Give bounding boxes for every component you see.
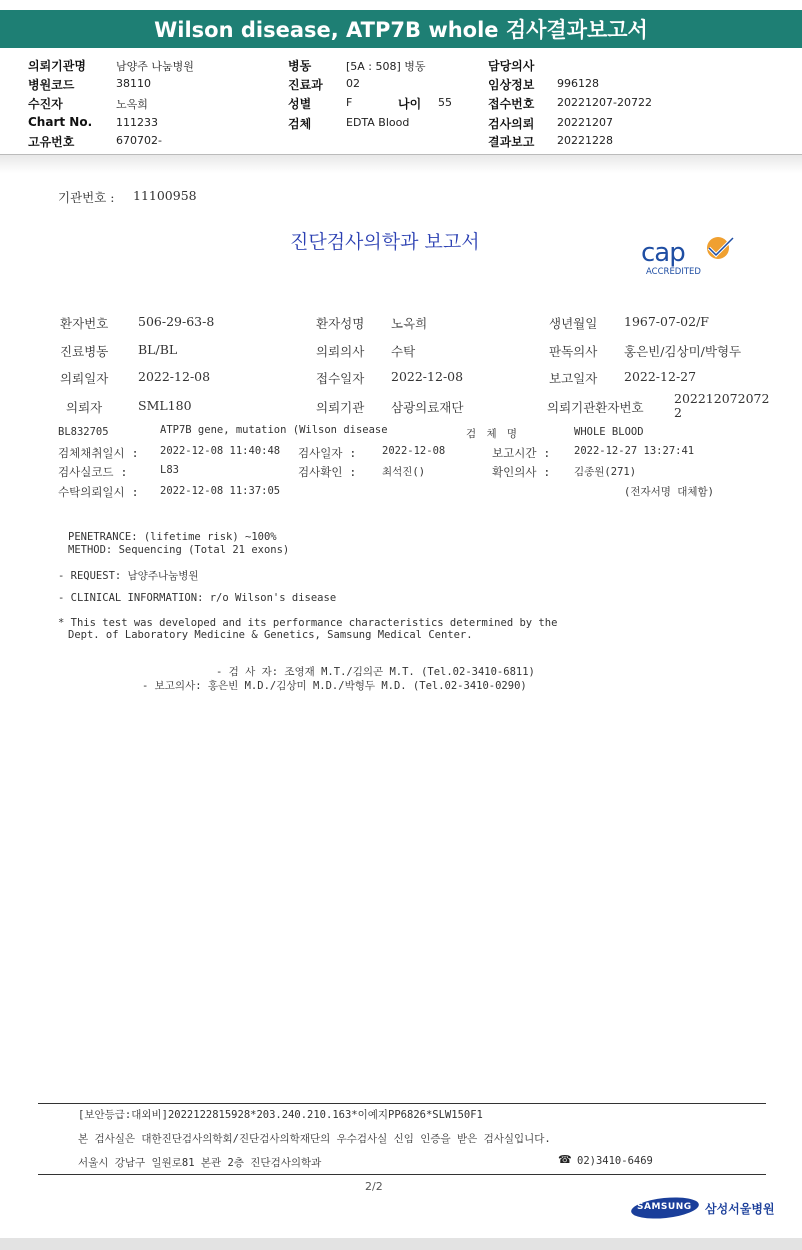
e-signature-note: (전자서명 대체함) [624, 486, 714, 498]
meta-value: 2022-12-08 [382, 445, 446, 457]
grid-value: 홍은빈/김상미/박형두 [624, 344, 742, 359]
lab-report-title: 진단검사의학과 보고서 [290, 231, 480, 253]
grid-label: 판독의사 [549, 344, 598, 359]
specimen-label: 검 체 명 [466, 428, 518, 440]
meta-value: 2022-12-08 11:37:05 [160, 485, 281, 497]
meta-value: L83 [160, 464, 179, 476]
certification-line: 본 검사실은 대한진단검사의학회/진단검사의학재단의 우수검사실 신임 인증을 받은 검사실입니다. [78, 1133, 551, 1145]
grid-value: 202212072072 [674, 391, 770, 406]
grid-value: 1967-07-02/F [624, 314, 709, 329]
grid-value: 2022-12-08 [138, 369, 211, 384]
header-shadow [0, 155, 802, 173]
grid-label: 의뢰일자 [60, 371, 109, 386]
footer-divider-top [38, 1103, 766, 1104]
report-title-bar [0, 10, 802, 48]
field-value: 남양주 나눔병원 [116, 60, 194, 73]
field-label: 검체 [288, 117, 312, 131]
body-line: Dept. of Laboratory Medicine & Genetics, Samsung Medical Center. [68, 629, 473, 641]
test-name: ATP7B gene, mutation (Wilson disease [160, 424, 388, 436]
meta-value: 최석진() [382, 466, 426, 478]
grid-label: 접수일자 [316, 371, 365, 386]
grid-label: 보고일자 [549, 371, 598, 386]
field-value: 02 [346, 77, 360, 90]
address-line: 서울시 강남구 일원로81 본관 2층 진단검사의학과 [78, 1157, 322, 1169]
meta-value: 2022-12-08 11:40:48 [160, 445, 281, 457]
field-label: 접수번호 [488, 97, 535, 111]
field-value: 996128 [557, 77, 599, 90]
grid-value-wrap: 2 [674, 405, 682, 420]
grid-label: 의뢰기관 [316, 400, 365, 415]
grid-label: 의뢰기관환자번호 [547, 400, 644, 415]
hospital-name: 삼성서울병원 [705, 1202, 775, 1216]
body-line: * This test was developed and its performance characteristics determined by the [58, 617, 558, 629]
field-value: 20221207-20722 [557, 96, 652, 109]
meta-label: 보고시간 : [492, 446, 551, 460]
field-value: EDTA Blood [346, 116, 410, 129]
field-label: 수진자 [28, 97, 63, 111]
meta-label: 검체채취일시 : [58, 446, 139, 460]
grid-label: 생년월일 [549, 316, 598, 331]
meta-value: 김종원(271) [574, 466, 637, 478]
phone-icon: ☎ [558, 1153, 572, 1166]
field-label: 나이 [398, 97, 422, 111]
field-label: 담당의사 [488, 59, 535, 73]
body-line: - 보고의사: 홍은빈 M.D./김상미 M.D./박형두 M.D. (Tel.02-3410-0290) [142, 680, 527, 692]
specimen-value: WHOLE BLOOD [574, 426, 644, 438]
institution-number: 11100958 [133, 188, 197, 203]
field-label: 병동 [288, 59, 312, 73]
grid-value: BL/BL [138, 342, 178, 357]
field-label: 진료과 [288, 78, 323, 92]
field-label: 병원코드 [28, 78, 75, 92]
cap-logo-subtext: ACCREDITED [646, 267, 701, 277]
grid-value: 삼광의료재단 [391, 400, 464, 415]
meta-label: 검사확인 : [298, 465, 357, 479]
grid-value: SML180 [138, 398, 192, 413]
field-value: 노옥희 [116, 98, 148, 111]
body-line: - CLINICAL INFORMATION: r/o Wilson's disease [58, 592, 337, 604]
page-number: 2/2 [365, 1180, 383, 1193]
samsung-brand: SAMSUNG [637, 1202, 692, 1212]
report-title: Wilson disease, ATP7B whole 검사결과보고서 [154, 18, 648, 42]
body-line: - REQUEST: 남양주나눔병원 [58, 570, 199, 582]
grid-label: 의뢰의사 [316, 344, 365, 359]
grid-value: 노옥희 [391, 316, 428, 331]
field-value: 20221207 [557, 116, 613, 129]
field-value: 38110 [116, 77, 151, 90]
meta-label: 검사실코드 : [58, 465, 128, 479]
institution-number-label: 기관번호 : [58, 190, 115, 205]
samsung-hospital-logo [630, 1196, 775, 1222]
body-line: PENETRANCE: (lifetime risk) ~100% [68, 531, 277, 543]
security-line: [보안등급:대외비]2022122815928*203.240.210.163*이예지PP6826*SLW150F1 [78, 1109, 483, 1121]
field-label: 임상정보 [488, 78, 535, 92]
field-label: 의뢰기관명 [28, 59, 86, 73]
field-label: Chart No. [28, 115, 93, 129]
field-value: [5A : 508] 병동 [346, 60, 426, 73]
footer-divider-bottom [38, 1174, 766, 1175]
field-value: 670702- [116, 134, 162, 147]
cap-logo-text: cap [641, 238, 685, 268]
grid-label: 환자번호 [60, 316, 109, 331]
meta-label: 수탁의뢰일시 : [58, 485, 139, 499]
grid-value: 2022-12-27 [624, 369, 697, 384]
phone-number: 02)3410-6469 [577, 1155, 653, 1167]
meta-value: 2022-12-27 13:27:41 [574, 445, 695, 457]
grid-label: 환자성명 [316, 316, 365, 331]
bottom-scroll-strip [0, 1238, 802, 1250]
field-value: F [346, 96, 353, 109]
grid-value: 2022-12-08 [391, 369, 464, 384]
field-value: 111233 [116, 116, 158, 129]
grid-value: 수탁 [391, 344, 416, 359]
field-value: 20221228 [557, 134, 613, 147]
meta-label: 확인의사 : [492, 465, 551, 479]
body-line: METHOD: Sequencing (Total 21 exons) [68, 544, 290, 556]
meta-label: 검사일자 : [298, 446, 357, 460]
field-label: 검사의뢰 [488, 117, 535, 131]
field-label: 결과보고 [488, 135, 535, 149]
cap-accredited-logo [638, 234, 738, 280]
field-label: 고유번호 [28, 135, 75, 149]
test-code: BL832705 [58, 426, 109, 438]
grid-label: 의뢰자 [66, 400, 103, 415]
grid-value: 506-29-63-8 [138, 314, 215, 329]
field-value: 55 [438, 96, 452, 109]
field-label: 성별 [288, 97, 312, 111]
body-line: - 검 사 자: 조영재 M.T./김의곤 M.T. (Tel.02-3410-6811) [216, 666, 535, 678]
grid-label: 진료병동 [60, 344, 109, 359]
